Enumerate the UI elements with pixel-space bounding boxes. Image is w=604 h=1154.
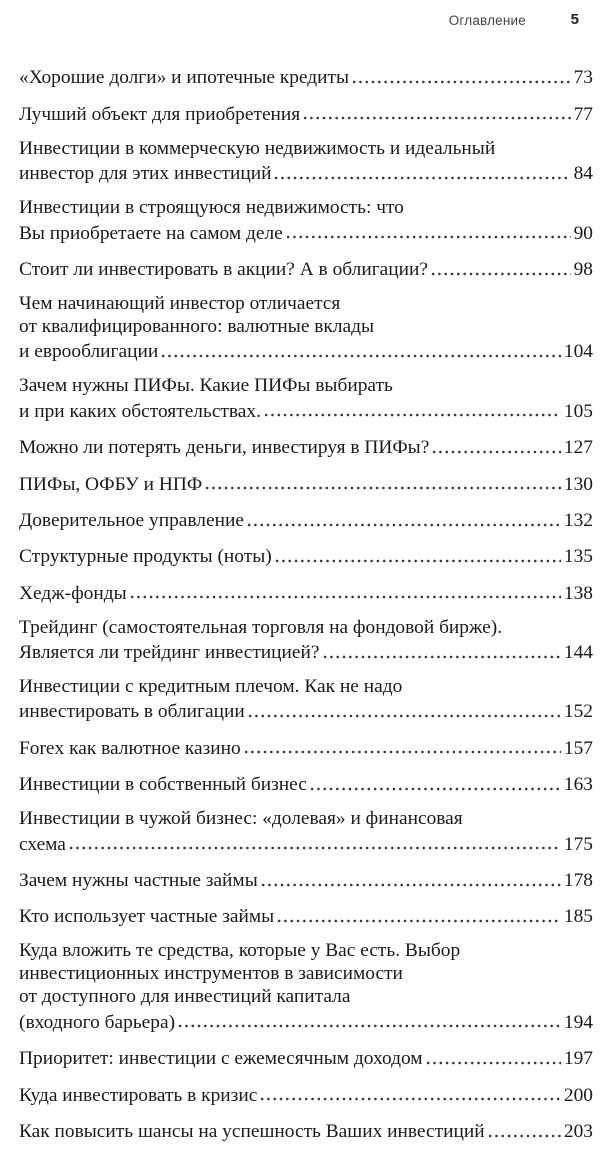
toc-entry-title-line: Вы приобретаете на самом деле [19,222,283,244]
toc-entry-page-number: 135 [563,546,593,568]
dot-leader [160,340,561,359]
dot-leader [431,436,561,455]
toc-entry-row [19,579,593,604]
toc-entry-row [19,219,593,244]
toc-entry-row [19,734,593,759]
toc-entry[interactable] [19,100,593,125]
page-header [0,10,604,36]
toc-entry-title-line: инвестировать в облигации [19,701,245,723]
toc-entry-row [19,338,593,363]
toc-entry-title-line: Структурные продукты (ноты) [19,546,272,568]
toc-entry-row [19,397,593,422]
toc-entry-title-line: Инвестиции в строящуюся недвижимость: что [19,197,404,219]
toc-entry-title-line: «Хорошие долги» и ипотечные кредиты [19,67,350,89]
toc-entry-page-number: 77 [573,103,593,125]
dot-leader [243,736,561,755]
toc-entry-page-number: 185 [563,906,593,928]
toc-entry-row [19,1045,593,1070]
dot-leader [246,509,561,528]
toc-entry-page-number: 175 [563,833,593,855]
toc-entry-row [19,698,593,723]
toc-entry-page-number: 127 [563,437,593,459]
dot-leader [68,832,561,851]
toc-entry[interactable] [19,867,593,892]
toc-entry-page-number: 84 [573,163,593,185]
toc-entry[interactable] [19,137,593,185]
toc-entry-title-line: Является ли трейдинг инвестицией? [19,642,320,664]
toc-entry[interactable] [19,507,593,532]
toc-entry-title-line: Инвестиции в собственный бизнес [19,774,307,796]
dot-leader [276,905,561,924]
dot-leader [430,258,571,277]
toc-entry-title-line: Forex как валютное казино [19,737,241,759]
toc-entry-title [19,939,593,1008]
toc-entry-title-line: Куда вложить те средства, которые у Вас есть. Выбор [19,940,461,962]
toc-entry[interactable] [19,1081,593,1106]
toc-entry-title-line: Приоритет: инвестиции с ежемесячным доходом [19,1048,423,1070]
toc-entry[interactable] [19,579,593,604]
toc-entry-row [19,1081,593,1106]
toc-entry-row [19,903,593,928]
toc-entry-row [19,434,593,459]
toc-entry-title-line: Как повысить шансы на успешность Ваших инвестиций [19,1120,485,1142]
running-header-page-number: 5 [570,11,579,28]
toc-entry-title-line: Стоит ли инвестировать в акции? А в облигации? [19,258,428,280]
dot-leader [487,1120,561,1139]
toc-entry[interactable] [19,616,593,664]
toc-entry-row [19,64,593,89]
toc-entry-row [19,867,593,892]
dot-leader [285,221,571,240]
toc-entry-row [19,1008,593,1033]
toc-entry-row [19,1118,593,1143]
toc-entry-row [19,543,593,568]
toc-entry-title-line: Инвестиции в чужой бизнес: «долевая» и финансовая [19,808,463,830]
toc-entry-title-line: от квалифицированного: валютные вклады [19,315,375,337]
toc-entry[interactable] [19,807,593,855]
running-header-section-title: Оглавление [448,13,526,28]
toc-entry-title [19,807,593,830]
dot-leader [309,773,561,792]
dot-leader [129,581,561,600]
toc-entry-title [19,292,593,338]
toc-entry-title-line: Лучший объект для приобретения [19,103,301,125]
toc-entry-page-number: 105 [563,400,593,422]
dot-leader [259,1083,561,1102]
toc-entry-title-line: Зачем нужны ПИФы. Какие ПИФы выбирать [19,375,393,397]
dot-leader [425,1047,561,1066]
toc-entry[interactable] [19,1045,593,1070]
toc-entry-title-line: схема [19,833,66,855]
toc-entry[interactable] [19,939,593,1033]
toc-entry[interactable] [19,1118,593,1143]
toc-entry[interactable] [19,734,593,759]
toc-entry-title-line: Инвестиции в коммерческую недвижимость и идеальный [19,137,496,159]
toc-entry[interactable] [19,903,593,928]
toc-entry-page-number: 178 [563,870,593,892]
toc-entry-title-line: Куда инвестировать в кризис [19,1084,258,1106]
dot-leader [274,545,561,564]
dot-leader [177,1010,561,1029]
dot-leader [247,700,561,719]
dot-leader [351,66,571,85]
toc-entry-title [19,374,593,397]
toc-entry[interactable] [19,256,593,281]
toc-entry-title-line: Кто использует частные займы [19,906,275,928]
toc-entry[interactable] [19,543,593,568]
toc-entry[interactable] [19,64,593,89]
toc-entry-title-line: Инвестиции с кредитным плечом. Как не надо [19,676,403,698]
toc-entry-row [19,830,593,855]
dot-leader [260,869,561,888]
toc-entry[interactable] [19,434,593,459]
toc-entry-row [19,507,593,532]
toc-entry-title-line: Можно ли потерять деньги, инвестируя в ПИФы? [19,437,430,459]
toc-entry-title-line: от доступного для инвестиций капитала [19,986,351,1008]
toc-entry[interactable] [19,196,593,244]
toc-entry-row [19,160,593,185]
toc-entry-title [19,196,593,219]
toc-entry-page-number: 104 [563,341,593,363]
dot-leader [273,162,570,181]
toc-entry[interactable] [19,374,593,422]
toc-entry-title [19,137,593,160]
toc-entry-row [19,470,593,495]
toc-entry-title-line: и еврооблигации [19,341,159,363]
toc-entry-page-number: 194 [563,1011,593,1033]
toc-entry-page-number: 203 [563,1120,593,1142]
table-of-contents [19,64,593,1154]
toc-entry-title-line: Хедж-фонды [19,582,127,604]
toc-entry-row [19,771,593,796]
dot-leader [302,102,570,121]
toc-entry-row [19,100,593,125]
toc-entry-title [19,616,593,639]
toc-entry-page-number: 157 [563,737,593,759]
dot-leader [263,399,561,418]
toc-entry-title-line: и при каких обстоятельствах. [19,400,261,422]
dot-leader [322,641,561,660]
toc-entry-row [19,639,593,664]
toc-entry-page-number: 144 [563,642,593,664]
toc-entry-title-line: Зачем нужны частные займы [19,870,258,892]
toc-entry-page-number: 98 [573,258,593,280]
toc-entry-title-line: Трейдинг (самостоятельная торговля на фондовой бирже). [19,616,503,638]
toc-entry[interactable] [19,675,593,723]
toc-entry-row [19,256,593,281]
toc-entry-title-line: инвестиционных инструментов в зависимости [19,963,403,985]
toc-entry-page-number: 132 [563,509,593,531]
toc-entry-page-number: 152 [563,701,593,723]
toc-entry[interactable] [19,470,593,495]
toc-entry-page-number: 90 [573,222,593,244]
toc-entry-title-line: инвестор для этих инвестиций [19,163,272,185]
dot-leader [204,472,561,491]
toc-entry-page-number: 200 [563,1084,593,1106]
toc-entry-page-number: 138 [563,582,593,604]
toc-entry-title [19,675,593,698]
toc-entry-title-line: ПИФы, ОФБУ и НПФ [19,473,203,495]
toc-entry-title-line: Чем начинающий инвестор отличается [19,292,341,314]
toc-entry[interactable] [19,292,593,363]
toc-entry-page-number: 197 [563,1048,593,1070]
toc-entry-page-number: 130 [563,473,593,495]
toc-entry-page-number: 163 [563,774,593,796]
toc-entry-title-line: (входного барьера) [19,1011,176,1033]
toc-entry-page-number: 73 [573,67,593,89]
toc-entry[interactable] [19,771,593,796]
toc-entry-title-line: Доверительное управление [19,509,244,531]
